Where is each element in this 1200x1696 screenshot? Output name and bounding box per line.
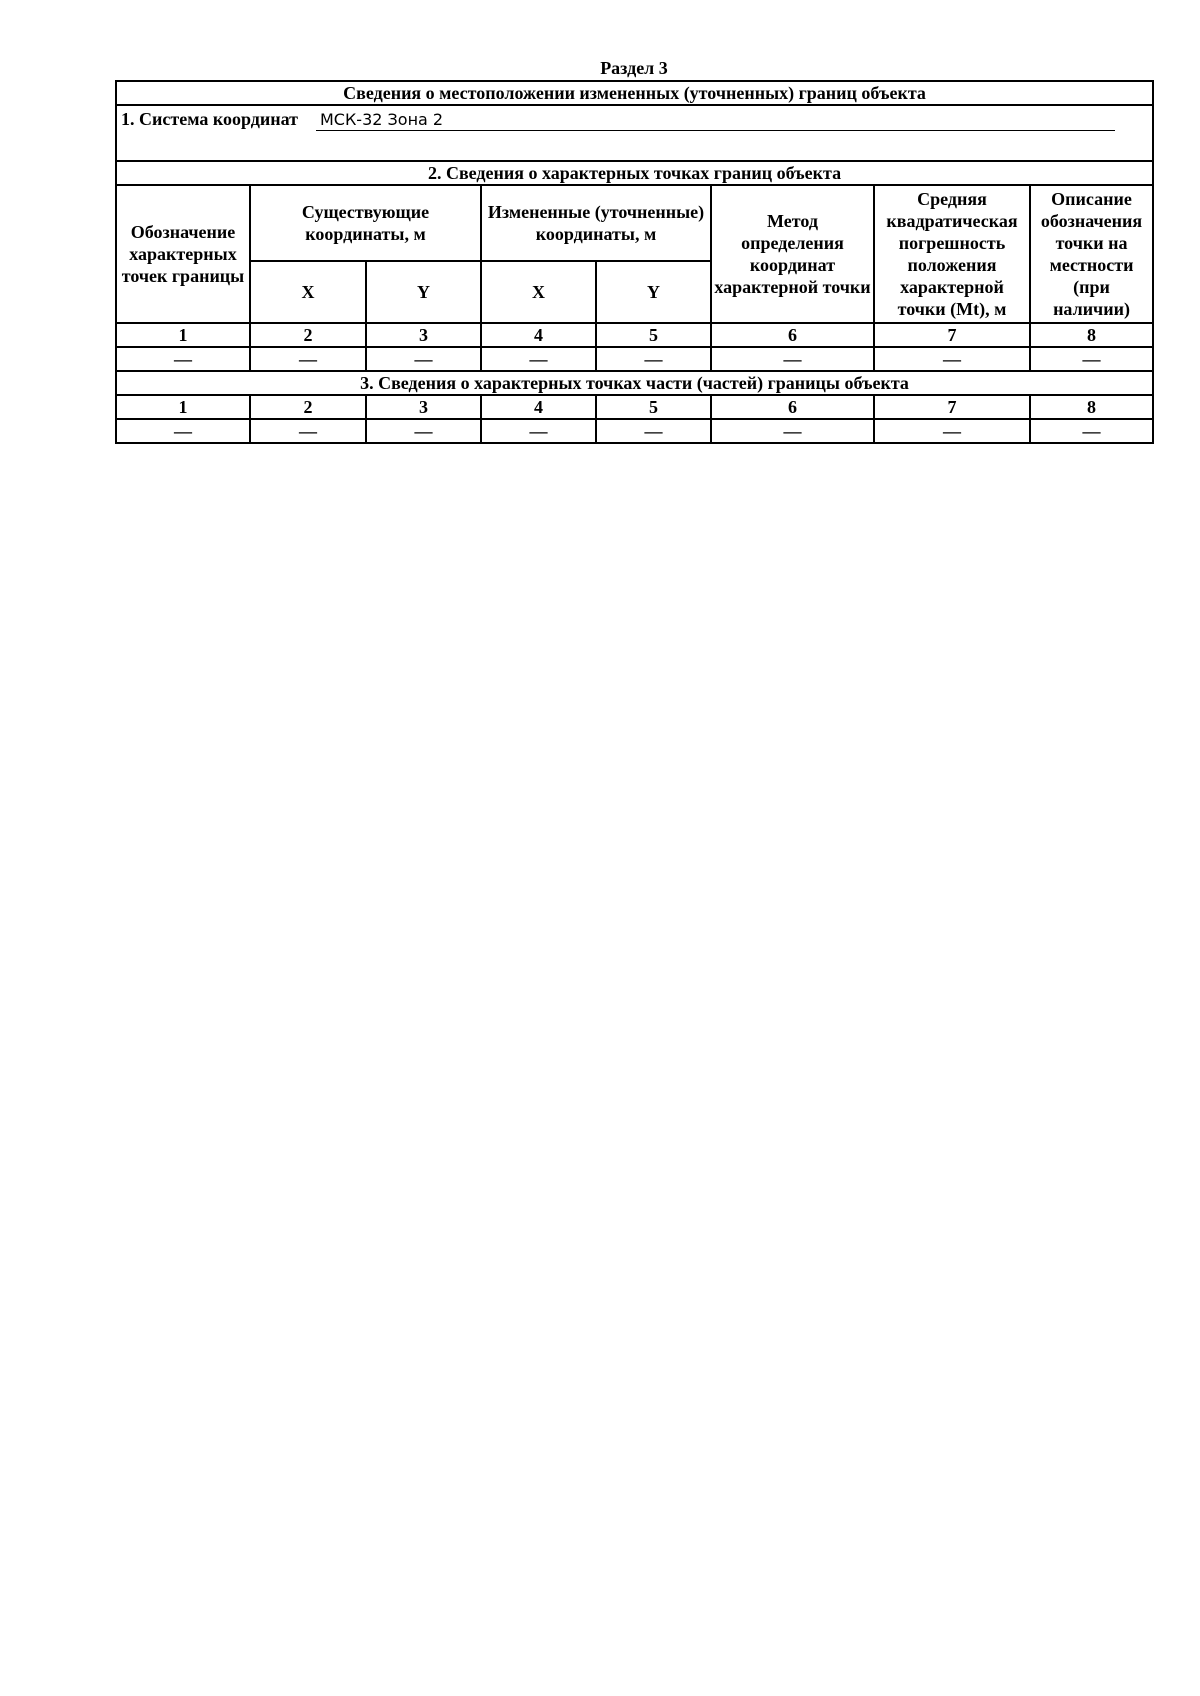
table-cell: — [481,347,596,371]
header-existing-coords: Существующие координаты, м [250,185,481,261]
table-cell: — [711,419,874,443]
table-cell: — [1030,347,1153,371]
col-number: 2 [250,323,366,347]
section3-title-row [116,371,1153,395]
col-number: 6 [711,323,874,347]
col-number: 8 [1030,323,1153,347]
header-changed-coords: Измененные (уточненные) координаты, м [481,185,711,261]
header-method: Метод определения координат характерной точки [711,185,874,323]
table-cell: — [366,347,481,371]
header-existing-x: X [250,261,366,323]
section2-column-numbers [116,323,1153,347]
col-number: 8 [1030,395,1153,419]
header-existing-y: Y [366,261,481,323]
table-cell: — [1030,419,1153,443]
header-description: Описание обозначения точки на местности (при наличии) [1030,185,1153,323]
boundary-table [115,80,1154,444]
section3-title: 3. Сведения о характерных точках части (частей) границы объекта [116,371,1153,395]
header-mean-error: Средняя квадратическая погрешность положения характерной точки (Mt), м [874,185,1030,323]
table-cell: — [250,347,366,371]
table-cell: — [596,419,711,443]
col-number: 4 [481,323,596,347]
header-changed-y: Y [596,261,711,323]
col-number: 5 [596,323,711,347]
col-number: 3 [366,323,481,347]
table-cell: — [366,419,481,443]
col-number: 7 [874,395,1030,419]
table-cell: — [116,419,250,443]
table-cell: — [711,347,874,371]
table-cell: — [481,419,596,443]
table-title: Сведения о местоположении измененных (уточненных) границ объекта [116,81,1153,105]
coordinate-system-label: 1. Система координат [121,109,298,129]
table-title-row [116,81,1153,105]
table-cell: — [116,347,250,371]
header-changed-x: X [481,261,596,323]
coordinate-system-row [116,105,1153,161]
col-number: 5 [596,395,711,419]
col-number: 2 [250,395,366,419]
section2-header-row-1 [116,185,1153,261]
col-number: 3 [366,395,481,419]
col-number: 1 [116,395,250,419]
table-cell: — [874,347,1030,371]
section-title: Раздел 3 [600,58,668,78]
section3-column-numbers [116,395,1153,419]
section2-title: 2. Сведения о характерных точках границ объекта [116,161,1153,185]
header-point-designation: Обозначение характерных точек границы [116,185,250,323]
col-number: 4 [481,395,596,419]
col-number: 6 [711,395,874,419]
section2-title-row [116,161,1153,185]
col-number: 1 [116,323,250,347]
table-cell: — [596,347,711,371]
table-cell: — [874,419,1030,443]
coordinate-system-value: МСК-32 Зона 2 [316,110,1115,131]
col-number: 7 [874,323,1030,347]
table-row [116,419,1153,443]
table-cell: — [250,419,366,443]
table-row [116,347,1153,371]
